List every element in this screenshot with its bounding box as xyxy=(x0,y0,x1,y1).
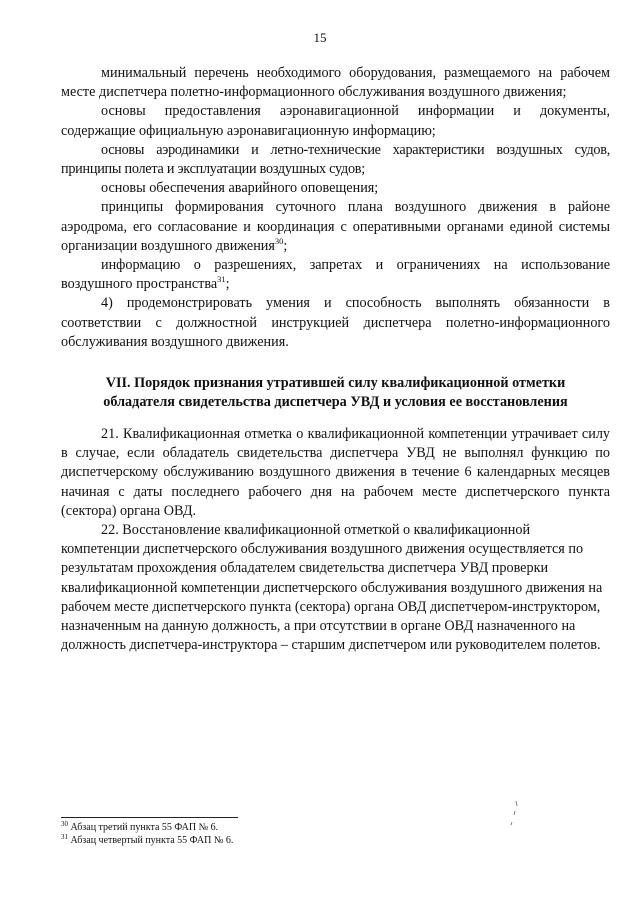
list-item-equipment: минимальный перечень необходимого оборудования, размещаемого на рабочем месте диспетчера полетно-информационного обслуживания воздушного движения; xyxy=(61,65,610,101)
list-item-daily-plan-text: принципы формирования суточного плана воздушного движения в районе аэродрома, его согласование и координация с оперативными органами единой системы организации воздушного движения xyxy=(61,199,610,254)
page-number: 15 xyxy=(313,30,327,45)
list-item-daily-plan xyxy=(61,198,610,256)
footnote-text: Абзац четвертый пункта 55 ФАП № 6. xyxy=(68,835,234,846)
section-heading-line-2: обладателя свидетельства диспетчера УВД и условия ее восстановления xyxy=(103,394,568,411)
list-item-4: 4) продемонстрировать умения и способность выполнять обязанности в соответствии с должностной инструкцией диспетчера полетно-информационного обслуживания воздушного движения. xyxy=(61,295,610,350)
footnote-31 xyxy=(61,834,461,847)
footnote-ref-31: 31 xyxy=(217,274,226,285)
footnote-30 xyxy=(61,821,461,834)
list-item-aerodynamics: основы аэродинамики и летно-технические характеристики воздушных судов, принципы полета и эксплуатации воздушных судов; xyxy=(61,141,610,178)
list-item-airspace xyxy=(61,256,610,294)
footnotes xyxy=(61,821,461,847)
footnote-number: 30 xyxy=(61,820,68,828)
footnote-number: 31 xyxy=(61,833,68,841)
section-heading xyxy=(61,374,610,412)
list-item-aeronautical-info: основы предоставления аэронавигационной информации и документы, содержащие официальную аэронавигационную информацию; xyxy=(61,103,610,139)
paragraph-21: 21. Квалификационная отметка о квалификационной компетенции утрачивает силу в случае, если обладатель свидетельства диспетчера УВД не выполнял функцию по диспетчерскому обслуживанию воздушного движения в течение 6 календарных месяцев начиная с даты последнего рабочего дня на рабочем месте диспетчерского пункта (сектора) органа ОВД. xyxy=(61,426,610,519)
list-item-airspace-end: ; xyxy=(225,276,230,293)
footnote-text: Абзац третий пункта 55 ФАП № 6. xyxy=(68,822,219,833)
footnote-divider xyxy=(61,817,238,818)
paragraph-22: 22. Восстановление квалификационной отметкой о квалификационной компетенции диспетчерского обслуживания воздушного движения осуществляется по результатам прохождения обладателем свидетельства диспетчера УВД проверки квалификационной компетенции диспетчерского обслуживания воздушного движения на рабочем месте диспетчерского пункта (сектора) органа ОВД диспетчером-инструктором, назначенным на данную должность, а при отсутствии в органе ОВД назначенного на должность диспетчера-инструктора – старшим диспетчером или руководителем полетов. xyxy=(61,522,603,654)
pen-mark xyxy=(508,800,522,826)
footnote-ref-30: 30 xyxy=(274,235,284,246)
document-body xyxy=(61,64,610,655)
list-item-airspace-text: информацию о разрешениях, запретах и ограничениях на использование воздушного пространства xyxy=(61,257,610,293)
section-heading-line-1: VII. Порядок признания утратившей силу квалификационной отметки xyxy=(105,375,566,392)
list-item-daily-plan-end: ; xyxy=(283,237,288,254)
list-item-alerting: основы обеспечения аварийного оповещения; xyxy=(101,180,379,197)
